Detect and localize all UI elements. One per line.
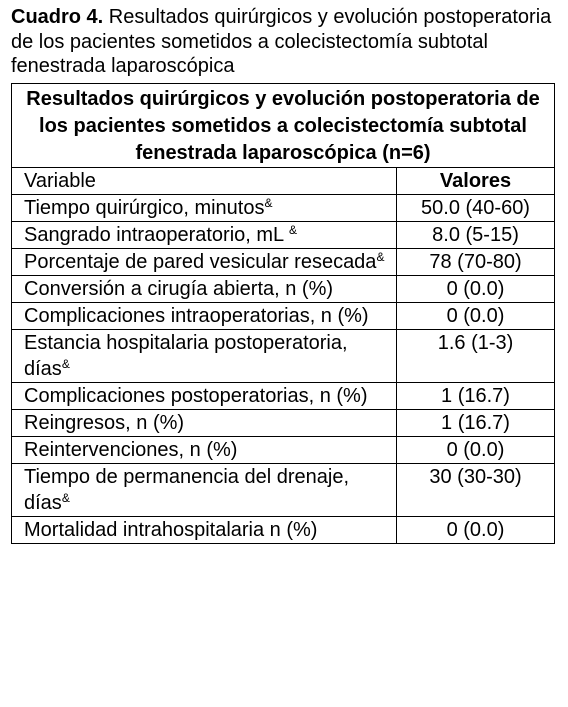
row-variable bbox=[12, 249, 397, 276]
results-table bbox=[11, 83, 555, 544]
row-value: 50.0 (40-60) bbox=[397, 195, 555, 222]
row-variable bbox=[12, 276, 397, 303]
row-footnote-mark: & bbox=[61, 357, 70, 371]
row-variable bbox=[12, 195, 397, 222]
row-value: 1 (16.7) bbox=[397, 410, 555, 437]
table-row bbox=[12, 330, 555, 383]
caption-text: Resultados quirúrgicos y evolución postoperatoria de los pacientes sometidos a colecistectomía subtotal fenestrada laparoscópica bbox=[11, 6, 552, 77]
row-value: 0 (0.0) bbox=[397, 303, 555, 330]
row-footnote-mark: & bbox=[264, 196, 273, 210]
row-variable-text: Complicaciones intraoperatorias, n (%) bbox=[24, 305, 369, 327]
table-row bbox=[12, 464, 555, 517]
table-row bbox=[12, 410, 555, 437]
row-value: 0 (0.0) bbox=[397, 517, 555, 544]
table-row bbox=[12, 517, 555, 544]
row-variable bbox=[12, 222, 397, 249]
row-variable-text: Conversión a cirugía abierta, n (%) bbox=[24, 278, 334, 300]
row-footnote-mark: & bbox=[61, 491, 70, 505]
row-value: 30 (30-30) bbox=[397, 464, 555, 517]
header-variable: Variable bbox=[12, 168, 397, 195]
row-variable-text: Complicaciones postoperatorias, n (%) bbox=[24, 385, 368, 407]
table-caption bbox=[11, 5, 561, 79]
row-variable-text: Estancia hospitalaria postoperatoria, días bbox=[24, 332, 348, 380]
row-value: 0 (0.0) bbox=[397, 276, 555, 303]
caption-label: Cuadro 4. bbox=[11, 6, 104, 28]
table-row bbox=[12, 222, 555, 249]
row-value: 1 (16.7) bbox=[397, 383, 555, 410]
row-variable-text: Reingresos, n (%) bbox=[24, 412, 185, 434]
row-footnote-mark: & bbox=[376, 250, 385, 264]
table-header-row bbox=[12, 168, 555, 195]
row-variable bbox=[12, 517, 397, 544]
row-footnote-mark: & bbox=[288, 223, 297, 237]
row-variable bbox=[12, 330, 397, 383]
row-variable bbox=[12, 383, 397, 410]
row-variable-text: Mortalidad intrahospitalaria n (%) bbox=[24, 519, 318, 541]
row-value: 0 (0.0) bbox=[397, 437, 555, 464]
table-body bbox=[12, 195, 555, 544]
table-title-row bbox=[12, 84, 555, 168]
table-row bbox=[12, 383, 555, 410]
row-variable bbox=[12, 437, 397, 464]
row-variable bbox=[12, 410, 397, 437]
row-variable-text: Sangrado intraoperatorio, mL bbox=[24, 224, 289, 246]
table-row bbox=[12, 303, 555, 330]
header-value: Valores bbox=[397, 168, 555, 195]
table-row bbox=[12, 249, 555, 276]
row-variable-text: Reintervenciones, n (%) bbox=[24, 439, 238, 461]
table-row bbox=[12, 437, 555, 464]
table-title: Resultados quirúrgicos y evolución postoperatoria de los pacientes sometidos a colecistectomía subtotal fenestrada laparoscópica (n=6) bbox=[12, 84, 555, 168]
row-variable bbox=[12, 464, 397, 517]
row-value: 78 (70-80) bbox=[397, 249, 555, 276]
table-row bbox=[12, 276, 555, 303]
row-variable-text: Porcentaje de pared vesicular resecada bbox=[24, 251, 377, 273]
row-value: 1.6 (1-3) bbox=[397, 330, 555, 383]
row-variable-text: Tiempo quirúrgico, minutos bbox=[24, 197, 265, 219]
table-row bbox=[12, 195, 555, 222]
row-value: 8.0 (5-15) bbox=[397, 222, 555, 249]
row-variable-text: Tiempo de permanencia del drenaje, días bbox=[24, 466, 350, 514]
row-variable bbox=[12, 303, 397, 330]
